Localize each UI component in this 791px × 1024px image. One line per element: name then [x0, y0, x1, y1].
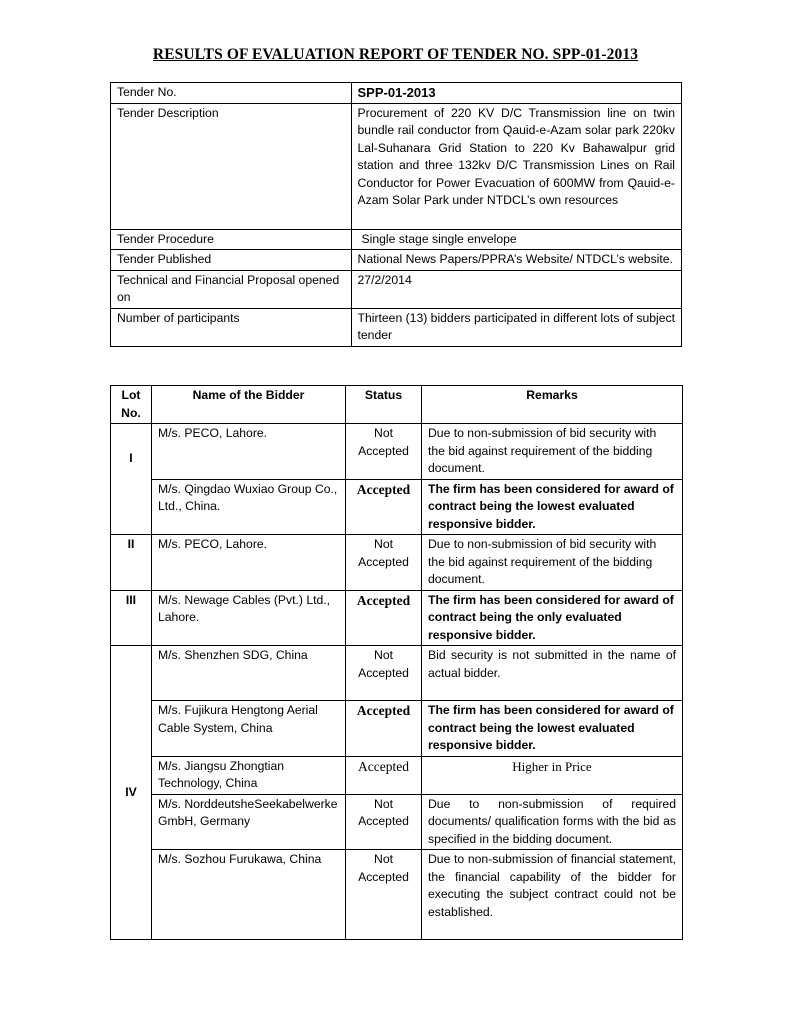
tender-summary-table	[110, 82, 682, 347]
table-row	[111, 756, 683, 794]
remarks-value: Due to non-submission of bid security with the bid against requirement of the bidding document.	[422, 424, 683, 480]
bidder-name: M/s. Newage Cables (Pvt.) Ltd., Lahore.	[152, 590, 346, 646]
tender-description-row	[111, 103, 682, 229]
tender-no-row	[111, 83, 682, 104]
page-title: RESULTS OF EVALUATION REPORT OF TENDER NO. SPP-01-2013	[152, 46, 639, 63]
participants-row	[111, 308, 682, 346]
tender-published-value: National News Papers/PPRA’s Website/ NTDCL’s website.	[351, 250, 681, 271]
evaluation-results-table	[110, 385, 683, 940]
remarks-value: The firm has been considered for award of contract being the lowest evaluated responsive bidder.	[422, 479, 683, 535]
bidder-header: Name of the Bidder	[152, 386, 346, 424]
proposal-opened-label: Technical and Financial Proposal opened on	[111, 270, 352, 308]
lot-number: II	[111, 535, 152, 591]
remarks-value: Due to non-submission of bid security with the bid against requirement of the bidding document.	[422, 535, 683, 591]
lot-label: I	[129, 451, 133, 466]
tender-description-label: Tender Description	[111, 103, 352, 229]
tender-procedure-row	[111, 229, 682, 250]
table-row	[111, 794, 683, 850]
remarks-value: Higher in Price	[422, 756, 683, 794]
proposal-opened-value: 27/2/2014	[351, 270, 681, 308]
status-value: Accepted	[346, 701, 422, 757]
table-row	[111, 646, 683, 701]
bidder-name: M/s. Shenzhen SDG, China	[152, 646, 346, 701]
bidder-name: M/s. NorddeutsheSeekabelwerke GmbH, Germany	[152, 794, 346, 850]
participants-label: Number of participants	[111, 308, 352, 346]
table-row	[111, 424, 683, 480]
remarks-value: Due to non-submission of financial statement, the financial capability of the bidder for executing the subject contract could not be established.	[422, 850, 683, 940]
status-value: Accepted	[346, 756, 422, 794]
tender-procedure-label: Tender Procedure	[111, 229, 352, 250]
status-value: Not Accepted	[346, 850, 422, 940]
proposal-opened-row	[111, 270, 682, 308]
status-value: Not Accepted	[346, 424, 422, 480]
tender-no-label: Tender No.	[111, 83, 352, 104]
status-value: Not Accepted	[346, 794, 422, 850]
remarks-value: The firm has been considered for award of contract being the lowest evaluated responsive bidder.	[422, 701, 683, 757]
status-header: Status	[346, 386, 422, 424]
bidder-name: M/s. PECO, Lahore.	[152, 424, 346, 480]
remarks-value: Bid security is not submitted in the name of actual bidder.	[422, 646, 683, 701]
tender-published-row	[111, 250, 682, 271]
participants-value: Thirteen (13) bidders participated in different lots of subject tender	[351, 308, 681, 346]
table-row	[111, 479, 683, 535]
results-header-row	[111, 386, 683, 424]
table-row	[111, 590, 683, 646]
tender-procedure-value: Single stage single envelope	[351, 229, 681, 250]
remarks-value: The firm has been considered for award of contract being the only evaluated responsive bidder.	[422, 590, 683, 646]
lot-header: Lot No.	[111, 386, 152, 424]
status-value: Accepted	[346, 590, 422, 646]
table-row	[111, 701, 683, 757]
bidder-name: M/s. Sozhou Furukawa, China	[152, 850, 346, 940]
tender-published-label: Tender Published	[111, 250, 352, 271]
status-value: Not Accepted	[346, 535, 422, 591]
lot-number: IV	[111, 646, 152, 940]
remarks-header: Remarks	[422, 386, 683, 424]
bidder-name: M/s. Jiangsu Zhongtian Technology, China	[152, 756, 346, 794]
bidder-name: M/s. Qingdao Wuxiao Group Co., Ltd., China.	[152, 479, 346, 535]
bidder-name: M/s. PECO, Lahore.	[152, 535, 346, 591]
bidder-name: M/s. Fujikura Hengtong Aerial Cable System, China	[152, 701, 346, 757]
tender-description-value: Procurement of 220 KV D/C Transmission line on twin bundle rail conductor from Qauid-e-Azam solar park 220kv Lal-Suhanara Grid Station to 220 Kv Bahawalpur grid station and three 132kv D/C Transmission Lines on Rail Conductor for Power Evacuation of 600MW from Qauid-e-Azam Solar Park under NTDCL’s own resources	[351, 103, 681, 229]
lot-number: III	[111, 590, 152, 646]
remarks-value: Due to non-submission of required documents/ qualification forms with the bid as specified in the bidding document.	[422, 794, 683, 850]
table-row	[111, 850, 683, 940]
tender-no-value: SPP-01-2013	[351, 83, 681, 104]
table-row	[111, 535, 683, 591]
status-value: Not Accepted	[346, 646, 422, 701]
status-value: Accepted	[346, 479, 422, 535]
lot-number	[111, 424, 152, 535]
